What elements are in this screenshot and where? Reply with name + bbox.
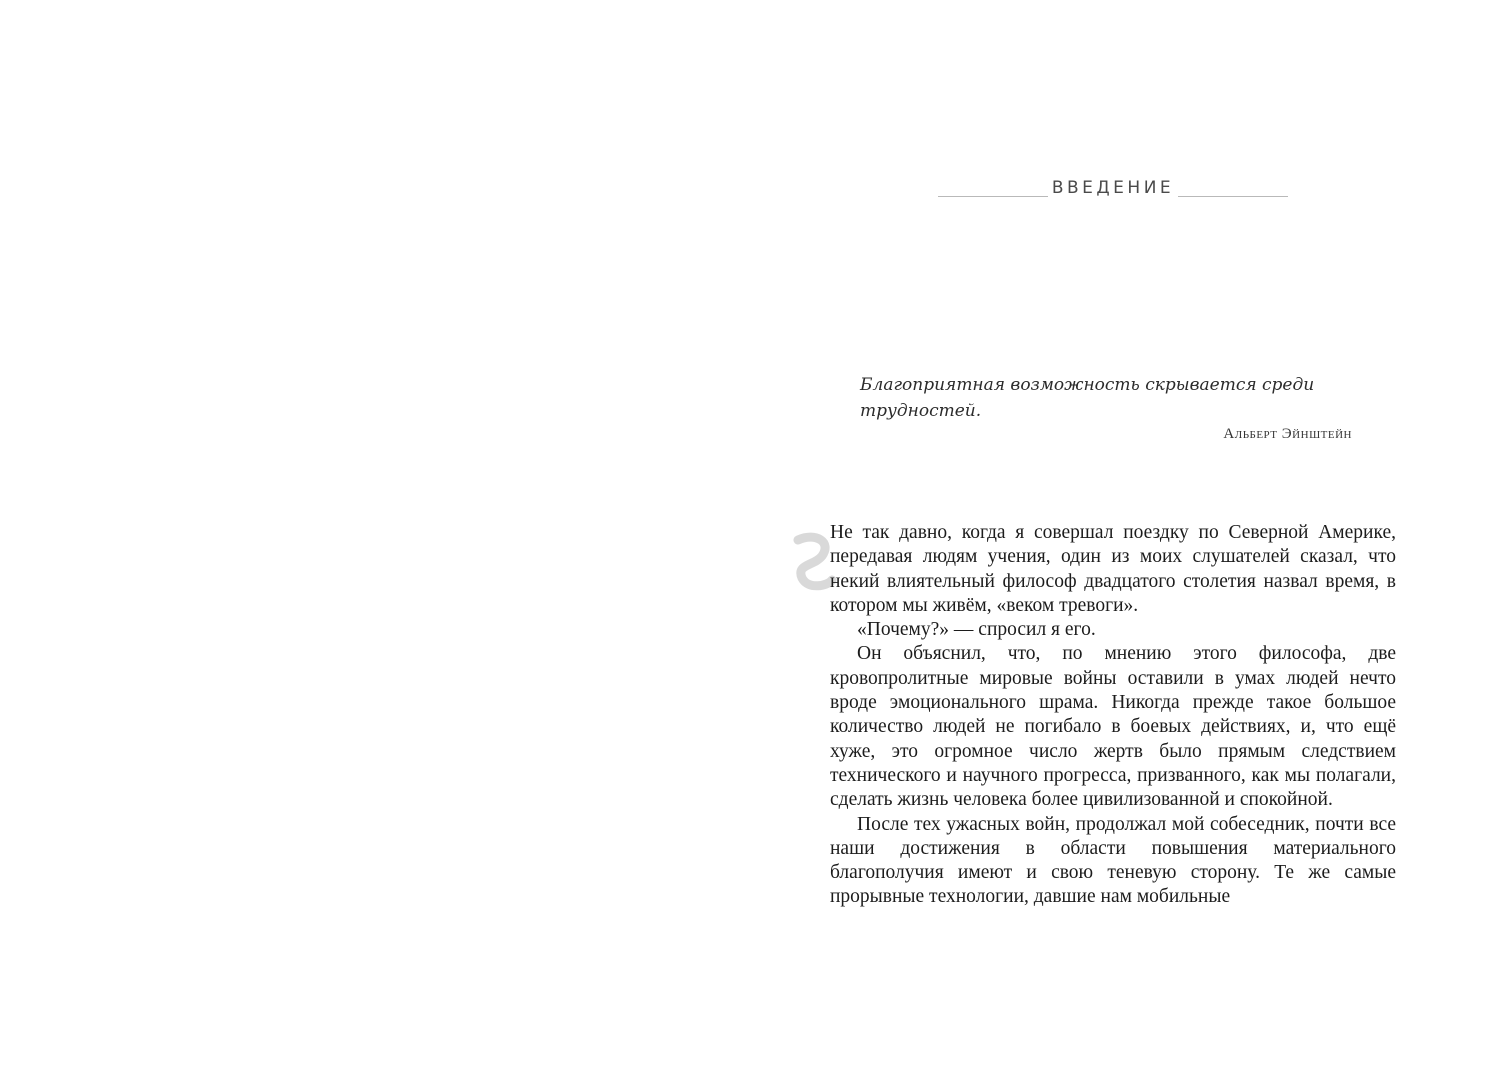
- paragraph: После тех ужасных войн, продолжал мой собеседник, почти все наши достижения в области повышения материального благополучия имеют и свою теневую сторону. Те же самые прорывные технологии, давшие нам мобильные: [830, 813, 1396, 908]
- chapter-title: ВВЕДЕНИЕ: [938, 178, 1288, 198]
- right-page: [750, 0, 1500, 1071]
- epigraph: [860, 372, 1360, 443]
- body-text: [830, 521, 1396, 910]
- paragraph: Он объяснил, что, по мнению этого философа, две кровопролитные мировые войны оставили в умах людей нечто вроде эмоционального шрама. Никогда прежде такое большое количество людей не погибало в боевых действиях, и, что ещё хуже, это огромное число жертв было прямым следствием технического и научного прогресса, призванного, как мы полагали, сделать жизнь человека более цивилизованной и спокойной.: [830, 643, 1396, 811]
- paragraph: Не так давно, когда я совершал поездку по Северной Америке, передавая людям учения, один из моих слушателей сказал, что некий влиятельный философ двадцатого столетия назвал время, в котором мы живём, «веком тревоги».: [830, 522, 1396, 616]
- paragraph: «Почему?» — спросил я его.: [857, 619, 1096, 641]
- epigraph-author: Альберт Эйнштейн: [1223, 426, 1352, 442]
- epigraph-quote: Благоприятная возможность скрывается среди трудностей.: [860, 375, 1315, 421]
- chapter-heading: [938, 172, 1288, 202]
